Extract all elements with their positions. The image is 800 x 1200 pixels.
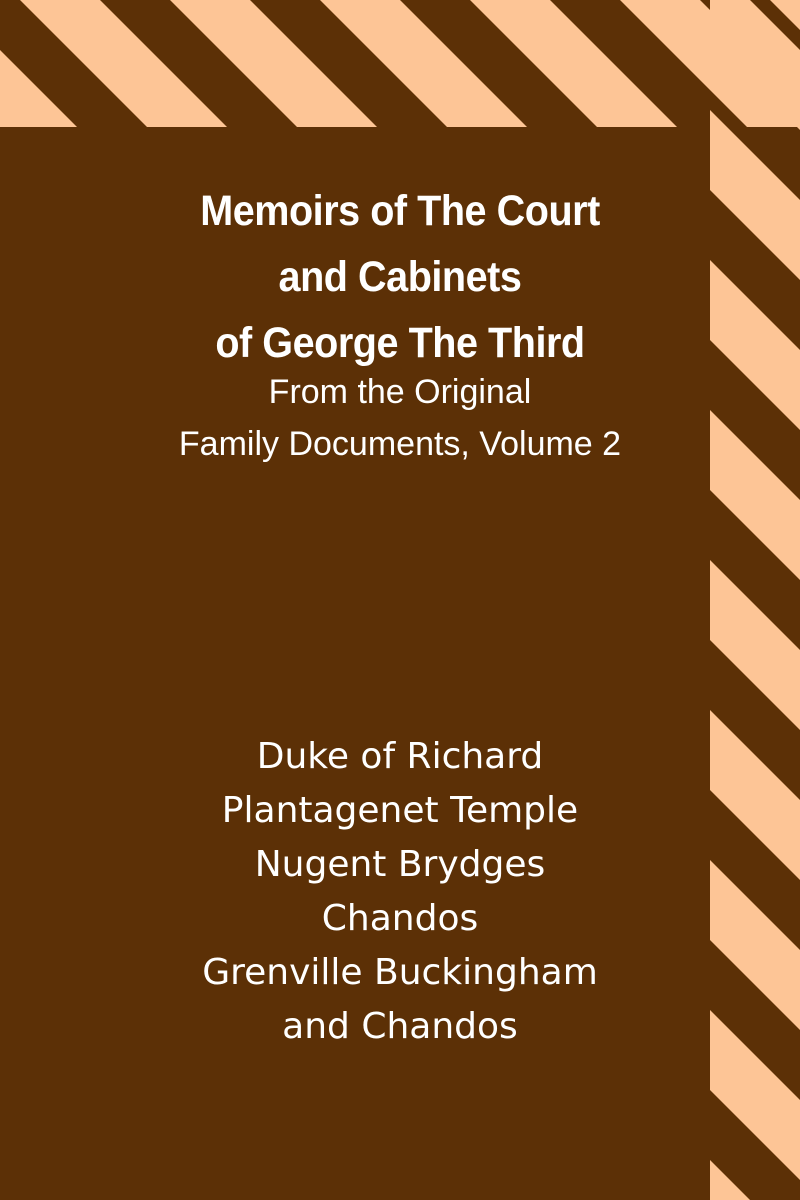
book-subtitle bbox=[0, 366, 800, 470]
author-line-4: Chandos bbox=[321, 898, 479, 939]
subtitle-line-1: From the Original bbox=[268, 373, 532, 411]
author-line-2: Plantagenet Temple bbox=[221, 790, 579, 831]
title-line-1: Memoirs of The Court bbox=[200, 187, 600, 235]
author-line-1: Duke of Richard bbox=[256, 736, 544, 777]
title-line-3: of George The Third bbox=[215, 319, 585, 367]
author-line-5: Grenville Buckingham bbox=[202, 952, 598, 993]
title-line-2: and Cabinets bbox=[278, 253, 522, 301]
author-line-6: and Chandos bbox=[282, 1006, 518, 1047]
author-line-3: Nugent Brydges bbox=[254, 844, 546, 885]
book-title bbox=[0, 178, 800, 376]
book-author bbox=[0, 730, 800, 1054]
subtitle-line-2: Family Documents, Volume 2 bbox=[178, 425, 622, 463]
